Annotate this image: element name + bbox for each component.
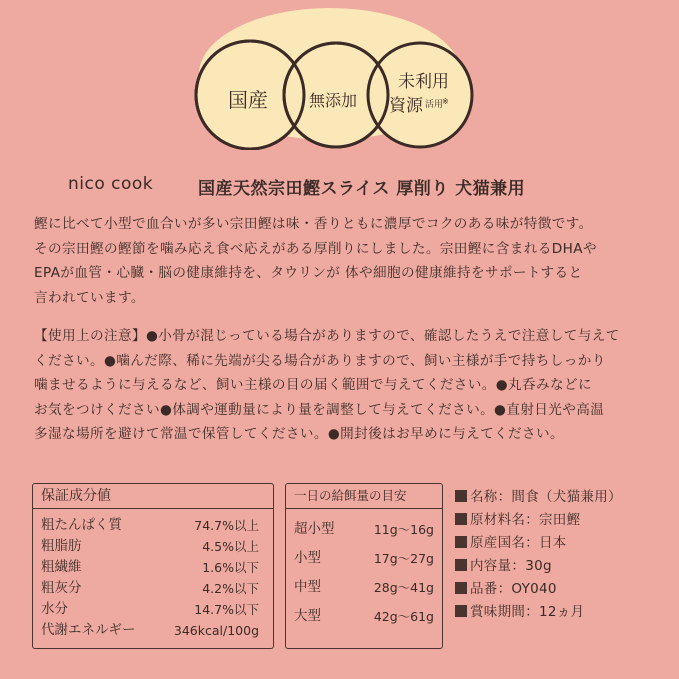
product-info-list [455,486,675,624]
brand-name: nico cook [68,174,154,194]
usage-notice [34,324,648,447]
feature-badges [0,0,679,150]
info-text: 名称：間食（犬猫兼用） [470,489,622,505]
analysis-row [33,557,273,578]
analysis-label: 水分 [41,601,68,617]
info-item [455,555,675,578]
info-item [455,509,675,532]
feeding-size-label: 小型 [294,550,321,566]
square-bullet-icon [455,582,467,594]
info-text: 賞味期間：12ヵ月 [470,604,585,620]
description-line: 鰹に比べて小型で血合いが多い宗田鰹は味・香りともに濃厚でコクのある味が特徴です。 [34,216,593,232]
badge-unused-line1: 未利用 [398,72,449,92]
square-bullet-icon [455,536,467,548]
analysis-label: 代謝エネルギー [41,622,136,638]
notice-line: 多湿な場所を避けて常温で保管してください。●開封後はお早めに与えてください。 [34,426,565,442]
product-title: 国産天然宗田鰹スライス 厚削り 犬猫兼用 [198,179,526,199]
analysis-value: 4.2%以下 [202,581,259,596]
description-line: EPAが血管・心臓・脳の健康維持を、タウリンが 体や細胞の健康維持をサポートすると [34,265,583,281]
feeding-title: 一日の給餌量の目安 [286,484,442,509]
analysis-label: 粗たんぱく質 [41,517,122,533]
badge-circles-graphic [0,0,679,150]
feeding-row [286,544,442,573]
feeding-size-label: 超小型 [294,521,335,537]
analysis-row [33,599,273,620]
feeding-row [286,515,442,544]
analysis-row [33,620,273,641]
badge-domestic: 国産 [228,88,268,112]
info-item [455,532,675,555]
square-bullet-icon [455,490,467,502]
analysis-row [33,515,273,536]
square-bullet-icon [455,559,467,571]
badge-unused-suffix: 活用 [425,100,444,110]
square-bullet-icon [455,605,467,617]
feeding-amount: 11g〜16g [373,522,434,537]
analysis-row [33,578,273,599]
feeding-row [286,602,442,631]
analysis-label: 粗灰分 [41,580,82,596]
feeding-size-label: 中型 [294,579,321,595]
square-bullet-icon [455,513,467,525]
badge-additive-free: 無添加 [309,91,358,110]
description-line: その宗田鰹の鰹節を噛み応え食べ応えがある厚削りにしました。宗田鰹に含まれるDHAや [34,240,597,257]
analysis-value: 74.7%以上 [194,518,259,533]
info-text: 内容量：30g [470,558,552,574]
feeding-row [286,573,442,602]
guaranteed-analysis-box [32,483,274,649]
description-line: 言われています。 [34,289,145,306]
info-item [455,578,675,601]
analysis-label: 粗脂肪 [41,538,82,554]
analysis-title: 保証成分値 [33,484,273,509]
info-item [455,601,675,624]
notice-line: 噛ませるように与えるなど、飼い主様の目の届く範囲で与えてください。●丸呑みなどに [34,377,593,393]
badge-unused-line2: 資源 [389,96,423,116]
notice-line: 【使用上の注意】●小骨が混じっている場合がありますので、確認したうえで注意して与えて [34,328,620,344]
notice-line: お気をつけください●体調や運動量により量を調整して与えてください。●直射日光や高温 [34,401,605,418]
info-text: 原材料名：宗田鰹 [470,512,581,528]
analysis-value: 14.7%以下 [194,602,259,617]
analysis-value: 346kcal/100g [173,623,259,638]
feeding-size-label: 大型 [294,608,321,624]
product-description [34,212,648,310]
analysis-row [33,536,273,557]
info-text: 原産国名：日本 [470,535,567,551]
info-text: 品番：OY040 [470,581,557,597]
analysis-label: 粗繊維 [41,559,82,575]
feeding-guide-box [285,483,443,649]
info-item [455,486,675,509]
analysis-value: 1.6%以下 [202,560,259,575]
notice-line: ください。●噛んだ際、稀に先端が尖る場合がありますので、飼い主様が手で持ちしっかり [34,352,606,369]
analysis-value: 4.5%以上 [202,539,259,554]
feeding-amount: 28g〜41g [373,580,434,595]
feeding-amount: 42g〜61g [373,609,434,624]
badge-note-mark: ※ [442,97,449,106]
feeding-amount: 17g〜27g [373,551,434,566]
